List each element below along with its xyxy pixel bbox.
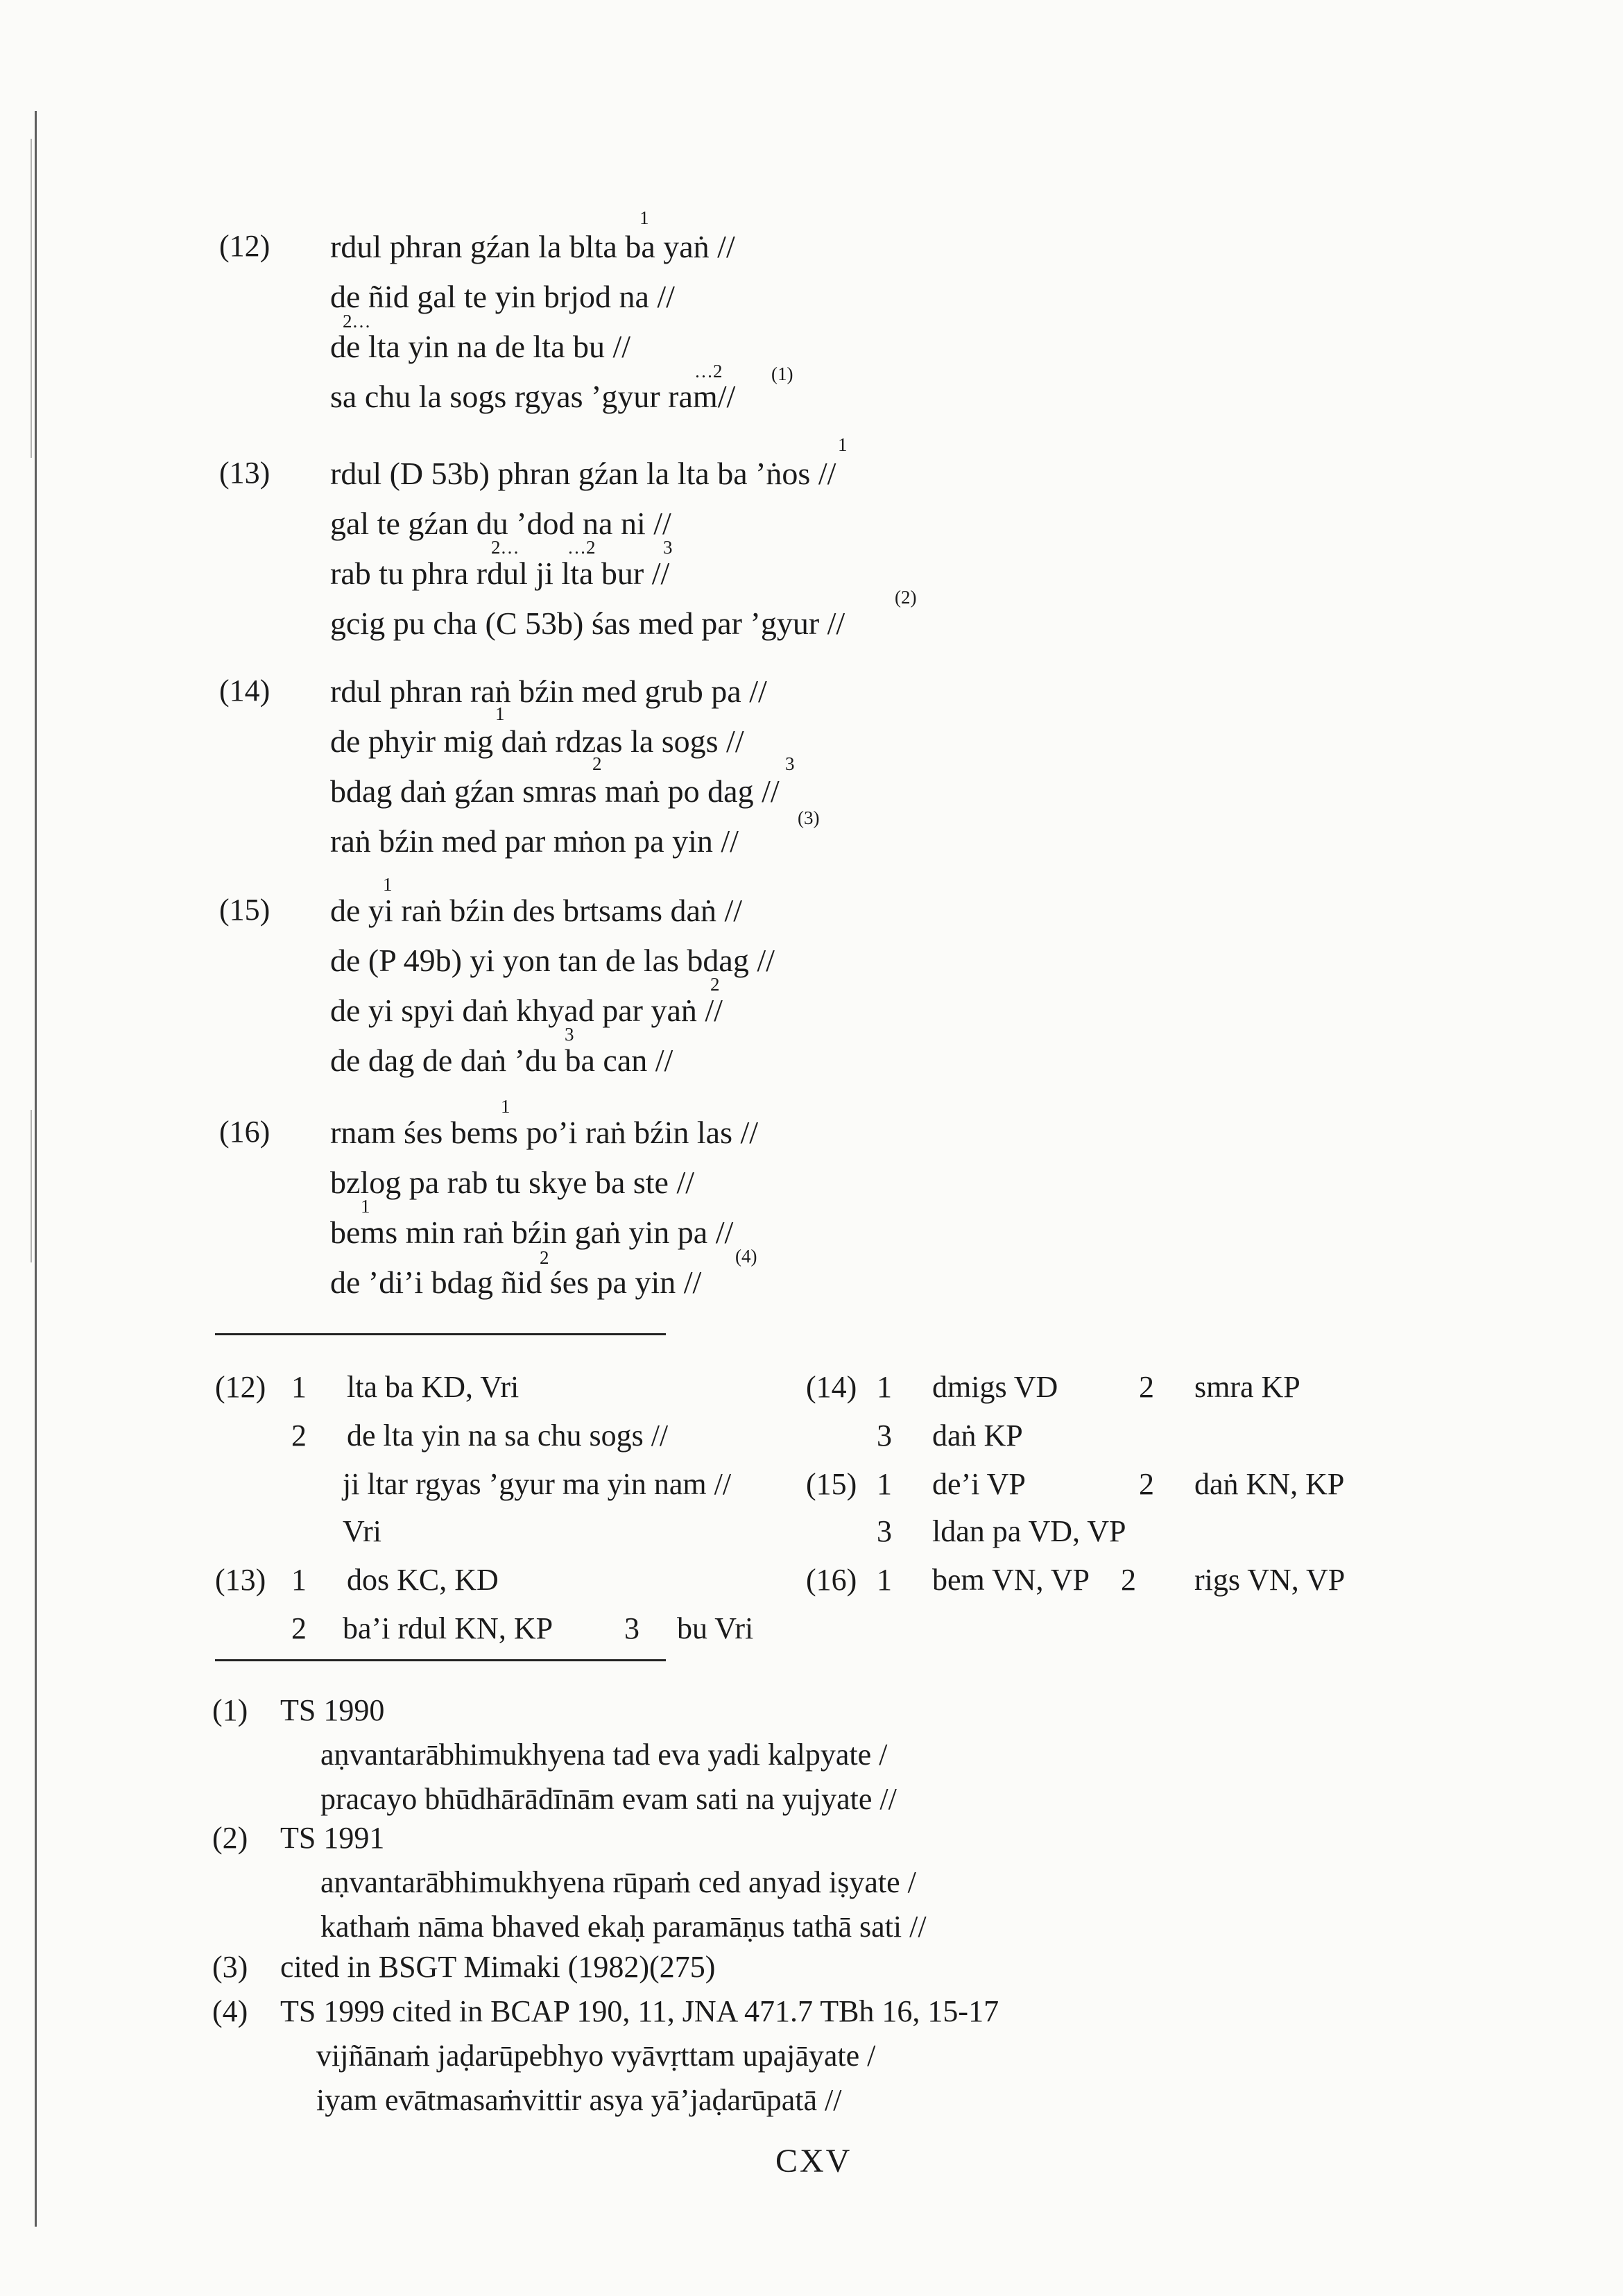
verse-line: de (P 49b) yi yon tan de las bdag // [330, 943, 775, 978]
verse-line: sa chu la sogs rgyas ’gyur ram// [330, 379, 736, 414]
variant-reading: daṅ KP [932, 1419, 1023, 1453]
footnote-line: aṇvantarābhimukhyena tad eva yadi kalpyate / [320, 1738, 888, 1772]
variant-marker: 1 [361, 1196, 370, 1217]
variant-marker: 2… [343, 311, 371, 332]
verse-number: (15) [219, 893, 270, 927]
footnote-head: cited in BSGT Mimaki (1982)(275) [280, 1950, 716, 1984]
footnote-line: kathaṁ nāma bhaved ekaḥ paramāṇus tathā sati // [320, 1910, 927, 1944]
variant-reading: Vri [343, 1514, 382, 1548]
variant-verse: (13) [215, 1563, 266, 1597]
footnote-number: (3) [212, 1950, 248, 1984]
variant-marker: 3 [663, 537, 673, 558]
variant-verse: (14) [806, 1370, 857, 1404]
variant-marker: …2 [694, 361, 723, 382]
variant-reading: ba’i rdul KN, KP [343, 1611, 553, 1645]
verse-number: (12) [219, 229, 270, 263]
variant-number: 1 [291, 1370, 307, 1404]
variant-number: 2 [1121, 1563, 1136, 1597]
variant-marker: 2 [592, 753, 602, 774]
variant-verse: (15) [806, 1467, 857, 1501]
variant-number: 3 [624, 1611, 639, 1645]
variant-marker: 3 [785, 753, 795, 774]
variant-reading: bu Vri [677, 1611, 754, 1645]
variant-marker: 2 [710, 974, 720, 995]
verse-line: bzlog pa rab tu skye ba ste // [330, 1165, 695, 1200]
footnotes-top-rule [215, 1659, 666, 1661]
verse-line: rab tu phra rdul ji lta bur // [330, 556, 670, 591]
verse-line: rdul phran raṅ bźin med grub pa // [330, 674, 767, 709]
variant-marker: 1 [501, 1096, 510, 1117]
variant-marker: 1 [838, 434, 848, 455]
variant-reading: daṅ KN, KP [1194, 1467, 1345, 1501]
scan-margin-line [31, 139, 32, 458]
verse-line: de phyir mig daṅ rdzas la sogs // [330, 723, 744, 759]
verse-line: de ñid gal te yin brjod na // [330, 279, 675, 314]
variant-verse: (16) [806, 1563, 857, 1597]
verse-number: (16) [219, 1115, 270, 1149]
variant-marker: 2… [491, 537, 519, 558]
variant-reading: smra KP [1194, 1370, 1300, 1404]
variant-number: 1 [877, 1563, 892, 1597]
verse-line: de lta yin na de lta bu // [330, 329, 631, 364]
variant-number: 2 [1139, 1370, 1154, 1404]
verse-line: de yi spyi daṅ khyad par yaṅ // [330, 993, 723, 1028]
footnote-head: TS 1990 [280, 1693, 385, 1727]
variant-reading: lta ba KD, Vri [347, 1370, 519, 1404]
variant-number: 1 [877, 1370, 892, 1404]
scan-margin-line [31, 1110, 32, 1262]
variant-reading: rigs VN, VP [1194, 1563, 1346, 1597]
verse-line: de ’di’i bdag ñid śes pa yin // [330, 1265, 702, 1300]
scan-margin-line [35, 111, 37, 2227]
variant-marker: …2 [567, 537, 596, 558]
variant-marker: 3 [565, 1024, 574, 1045]
verse-line: de dag de daṅ ’du ba can // [330, 1043, 673, 1078]
variant-marker: 1 [383, 874, 393, 895]
footnote-line: aṇvantarābhimukhyena rūpaṁ ced anyad iṣyate / [320, 1865, 916, 1899]
verse-line: bems min raṅ bźin gaṅ yin pa // [330, 1215, 734, 1250]
footnote-head: TS 1999 cited in BCAP 190, 11, JNA 471.7 TBh 16, 15-17 [280, 1994, 999, 2028]
variant-marker: 2 [540, 1247, 549, 1268]
verse-line: rnam śes bems po’i raṅ bźin las // [330, 1115, 759, 1150]
variant-number: 2 [291, 1419, 307, 1453]
variant-reading: dos KC, KD [347, 1563, 499, 1597]
variant-marker: 1 [495, 703, 505, 724]
footnote-number: (2) [212, 1821, 248, 1855]
footnote-line: vijñānaṁ jaḍarūpebhyo vyāvṛttam upajāyate / [316, 2039, 876, 2073]
verse-line: rdul (D 53b) phran gźan la lta ba ’ṅos // [330, 456, 836, 491]
variant-reading: de’i VP [932, 1467, 1026, 1501]
footnote-marker: (2) [895, 587, 917, 608]
verse-number: (14) [219, 674, 270, 708]
variant-reading: dmigs VD [932, 1370, 1058, 1404]
variant-reading: de lta yin na sa chu sogs // [347, 1419, 669, 1453]
footnote-marker: (3) [798, 807, 820, 828]
verse-line: gal te gźan du ’dod na ni // [330, 506, 671, 541]
variant-number: 2 [1139, 1467, 1154, 1501]
verse-line: bdag daṅ gźan smras maṅ po dag // [330, 773, 780, 809]
variant-reading: ldan pa VD, VP [932, 1514, 1126, 1548]
variants-top-rule [215, 1333, 666, 1335]
footnote-line: pracayo bhūdhārādīnām evam sati na yujyate // [320, 1782, 897, 1816]
variant-verse: (12) [215, 1370, 266, 1404]
page-number: CXV [775, 2143, 852, 2179]
variant-number: 1 [291, 1563, 307, 1597]
verse-line: de yi raṅ bźin des brtsams daṅ // [330, 893, 743, 928]
verse-line: gcig pu cha (C 53b) śas med par ’gyur // [330, 606, 845, 641]
footnote-number: (1) [212, 1693, 248, 1727]
variant-number: 3 [877, 1419, 892, 1453]
variant-number: 3 [877, 1514, 892, 1548]
variant-number: 1 [877, 1467, 892, 1501]
variant-marker: 1 [639, 207, 649, 228]
footnote-line: iyam evātmasaṁvittir asya yā’jaḍarūpatā // [316, 2083, 842, 2117]
verse-line: rdul phran gźan la blta ba yaṅ // [330, 229, 735, 264]
variant-reading: ji ltar rgyas ’gyur ma yin nam // [343, 1467, 732, 1501]
variant-number: 2 [291, 1611, 307, 1645]
verse-line: raṅ bźin med par mṅon pa yin // [330, 823, 739, 859]
footnote-head: TS 1991 [280, 1821, 385, 1855]
footnote-marker: (1) [771, 363, 793, 384]
footnote-number: (4) [212, 1994, 248, 2028]
variant-reading: bem VN, VP [932, 1563, 1090, 1597]
verse-number: (13) [219, 456, 270, 490]
footnote-marker: (4) [735, 1246, 757, 1267]
